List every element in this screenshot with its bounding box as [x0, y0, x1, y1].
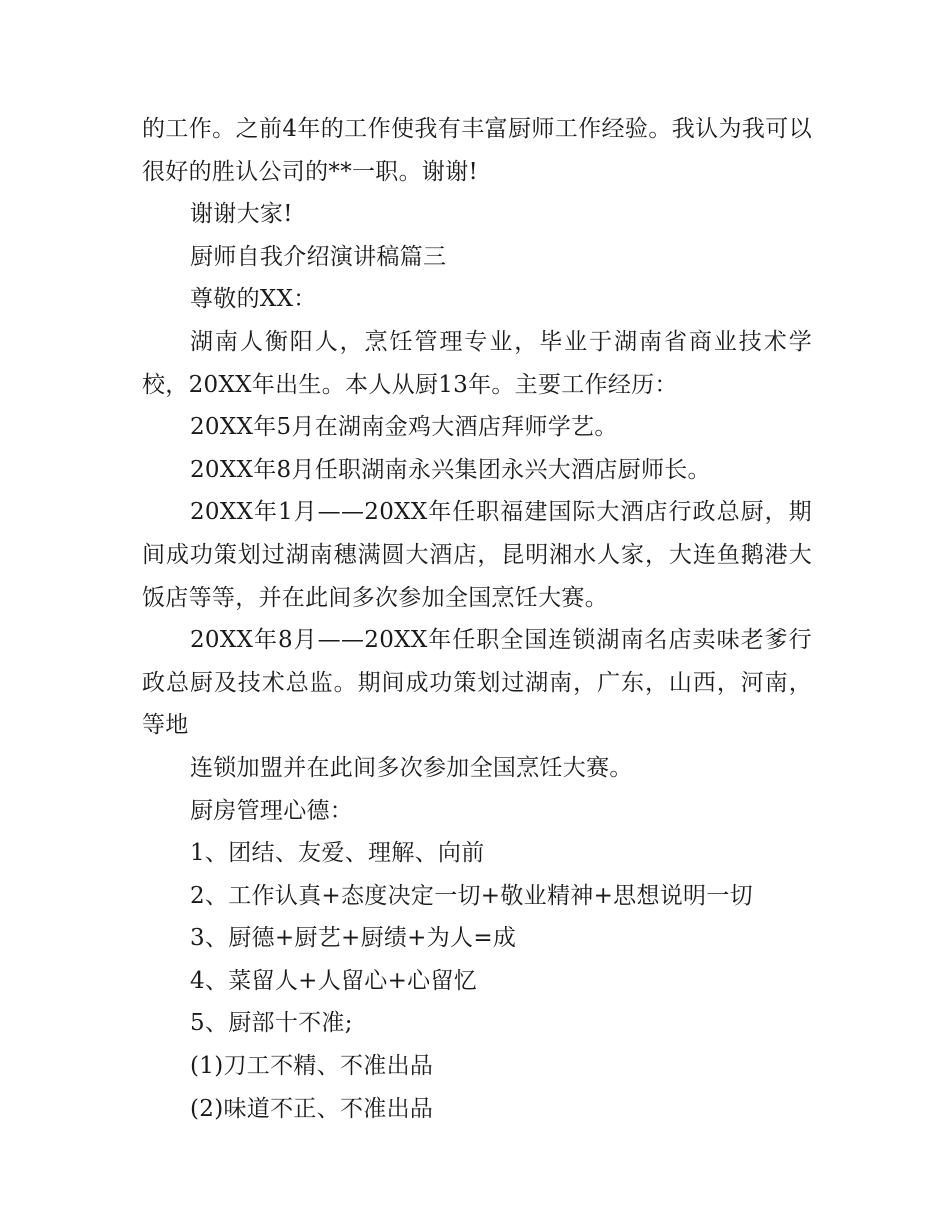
paragraph: 20XX年8月——20XX年任职全国连锁湖南名店卖味老爹行政总厨及技术总监。期间成功策划过湖南，广东，山西，河南，等地: [142, 627, 812, 739]
paragraph: 20XX年1月——20XX年任职福建国际大酒店行政总厨，期间成功策划过湖南穗满圆大酒店，昆明湘水人家，大连鱼鹅港大饭店等等，并在此间多次参加全国烹饪大赛。: [142, 499, 812, 611]
list-item: 1、团结、友爱、理解、向前: [190, 840, 485, 867]
list-item: 5、厨部十不准;: [190, 1010, 353, 1037]
list-item: 2、工作认真+态度决定一切+敬业精神+思想说明一切: [190, 882, 753, 909]
paragraph: 厨房管理心德：: [190, 797, 354, 824]
section-heading: 厨师自我介绍演讲稿篇三: [190, 243, 447, 270]
paragraph: 湖南人衡阳人，烹饪管理专业，毕业于湖南省商业技术学校，20XX年出生。本人从厨13年。主要工作经历：: [142, 328, 812, 398]
sub-list-item: (1)刀工不精、不准出品: [190, 1053, 434, 1080]
sub-list-item: (2)味道不正、不准出品: [190, 1095, 434, 1122]
salutation: 尊敬的XX：: [190, 286, 317, 313]
paragraph: 连锁加盟并在此间多次参加全国烹饪大赛。: [190, 754, 633, 781]
list-item: 3、厨德+厨艺+厨绩+为人=成: [190, 925, 517, 952]
paragraph: 20XX年8月任职湖南永兴集团永兴大酒店厨师长。: [190, 456, 711, 483]
list-item: 4、菜留人+人留心+心留忆: [190, 967, 478, 994]
paragraph: 谢谢大家!: [190, 201, 293, 228]
paragraph: 的工作。之前4年的工作使我有丰富厨师工作经验。我认为我可以很好的胜认公司的**一职。谢谢!: [142, 116, 812, 185]
paragraph: 20XX年5月在湖南金鸡大酒店拜师学艺。: [190, 414, 618, 441]
document-body: [142, 108, 812, 1130]
